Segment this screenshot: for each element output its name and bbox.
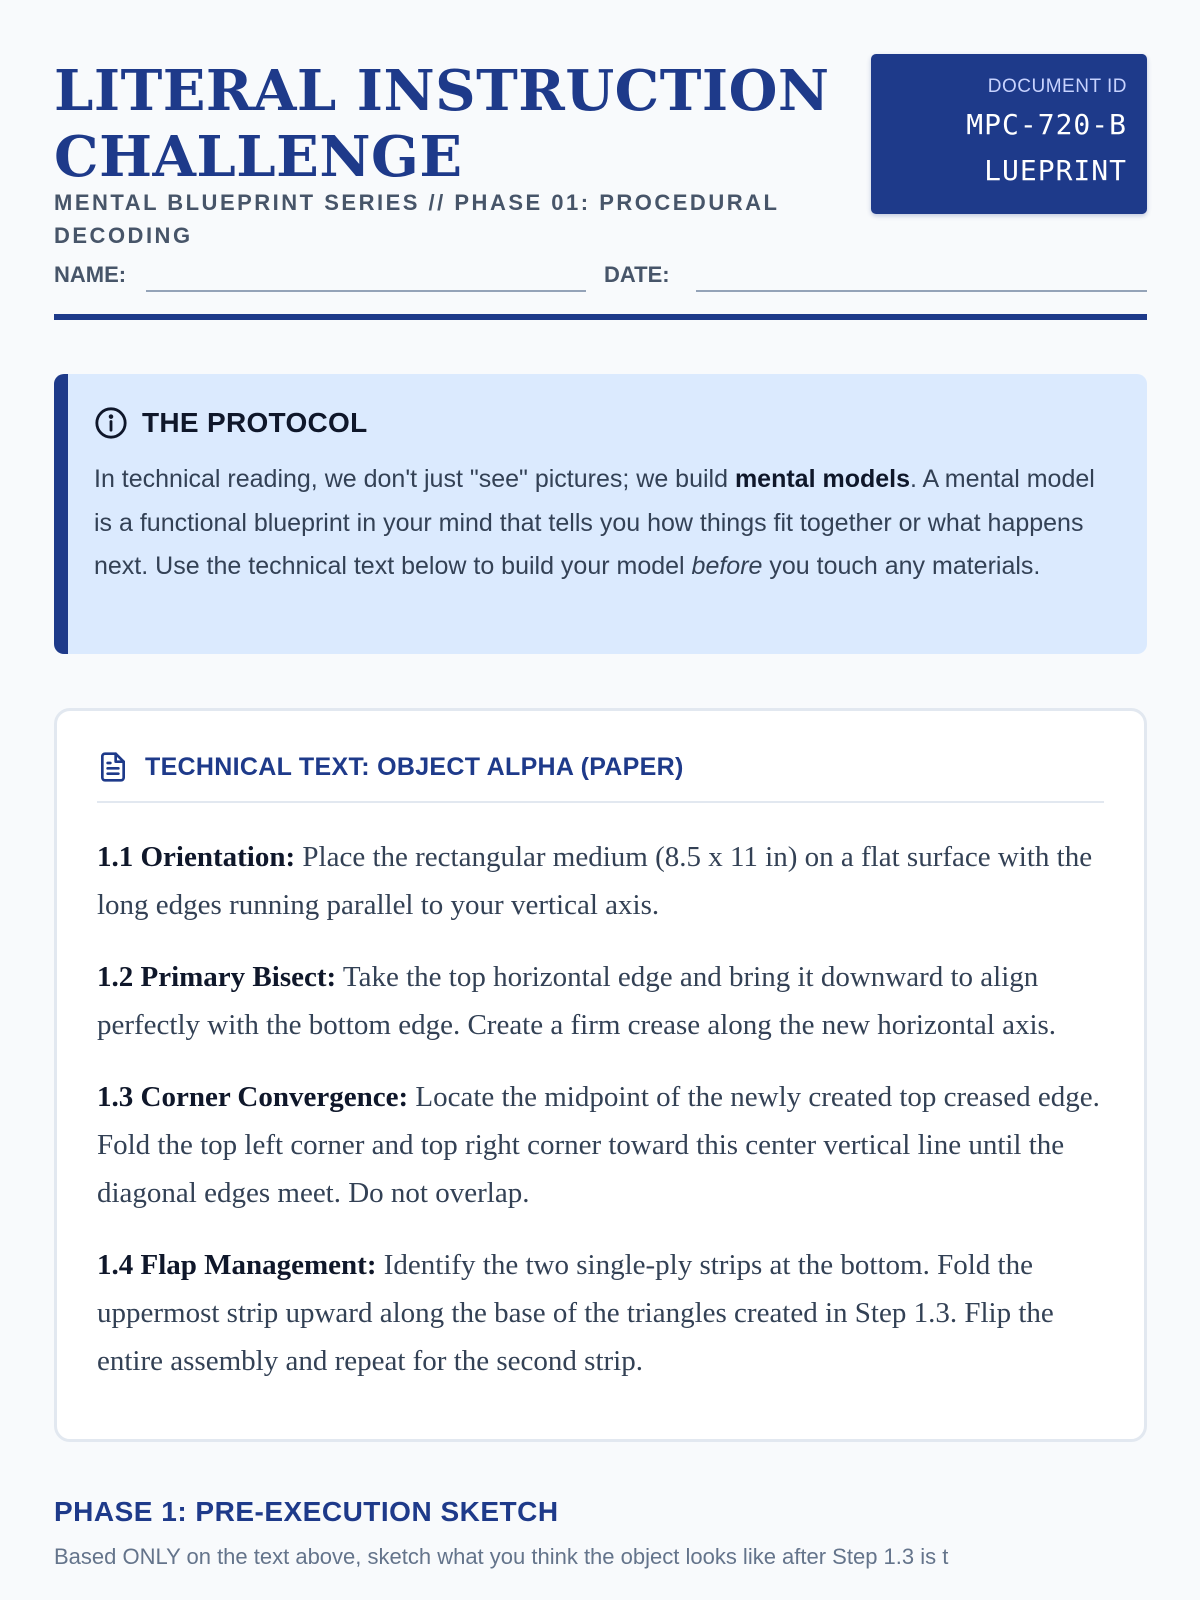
protocol-text: In technical reading, we don't just "see" pictures; we build mental models. A mental model is a functional blueprint in your mind that tells you how things fit together or what happens next. Use the technical text below to build your model before you touch any materials. [94,465,1095,580]
step-text: Locate the midpoint of the newly created top creased edge. Fold the top left corner and top right corner toward this center vertical line until the diagonal edges meet. Do not overlap. [97,1081,1100,1209]
step-label: 1.1 Orientation: [97,841,296,873]
protocol-callout [54,374,1147,654]
worksheet-page [54,54,1147,1570]
step-label: 1.4 Flap Management: [97,1249,377,1281]
step-item [97,1073,1104,1217]
step-list [97,833,1104,1385]
worksheet-header [54,54,1147,250]
step-label: 1.2 Primary Bisect: [97,961,337,993]
technical-text-card [54,708,1147,1442]
protocol-italic: before [691,552,763,580]
name-date-row [54,250,1147,310]
page-title: LITERAL INSTRUCTION CHALLENGE [54,58,830,190]
technical-text-title: TECHNICAL TEXT: OBJECT ALPHA (PAPER) [145,752,684,781]
info-icon [94,406,128,440]
document-id-value: MPC-720-BLUEPRINT [966,108,1127,187]
protocol-title: THE PROTOCOL [142,407,368,438]
header-divider [54,314,1147,320]
protocol-emphasis: mental models [734,465,910,493]
step-text: Place the rectangular medium (8.5 x 11 in) on a flat surface with the long edges running parallel to your vertical axis. [97,841,1093,921]
date-label: DATE: [604,262,670,287]
phase-1-heading: PHASE 1: PRE-EXECUTION SKETCH [54,1496,559,1527]
name-label: NAME: [54,262,127,287]
name-field[interactable] [146,290,586,292]
phase-1-instructions: Based ONLY on the text above, sketch what you think the object looks like after Step 1.3 is t [54,1544,949,1569]
step-item [97,833,1104,929]
step-text: Identify the two single-ply strips at the bottom. Fold the uppermost strip upward along the base of the triangles created in Step 1.3. Flip the entire assembly and repeat for the second strip. [97,1249,1054,1377]
step-item [97,1241,1104,1385]
step-text: Take the top horizontal edge and bring it downward to align perfectly with the bottom edge. Create a firm crease along the new horizontal axis. [97,961,1057,1041]
document-id-label: DOCUMENT ID [987,76,1127,97]
step-item [97,953,1104,1049]
page-subtitle: MENTAL BLUEPRINT SERIES // PHASE 01: PROCEDURAL DECODING [54,190,780,248]
date-field[interactable] [696,290,1147,292]
document-icon [97,751,129,783]
protocol-header [94,406,1107,440]
step-label: 1.3 Corner Convergence: [97,1081,409,1113]
technical-text-header [97,751,1104,803]
document-id-badge [871,54,1147,214]
